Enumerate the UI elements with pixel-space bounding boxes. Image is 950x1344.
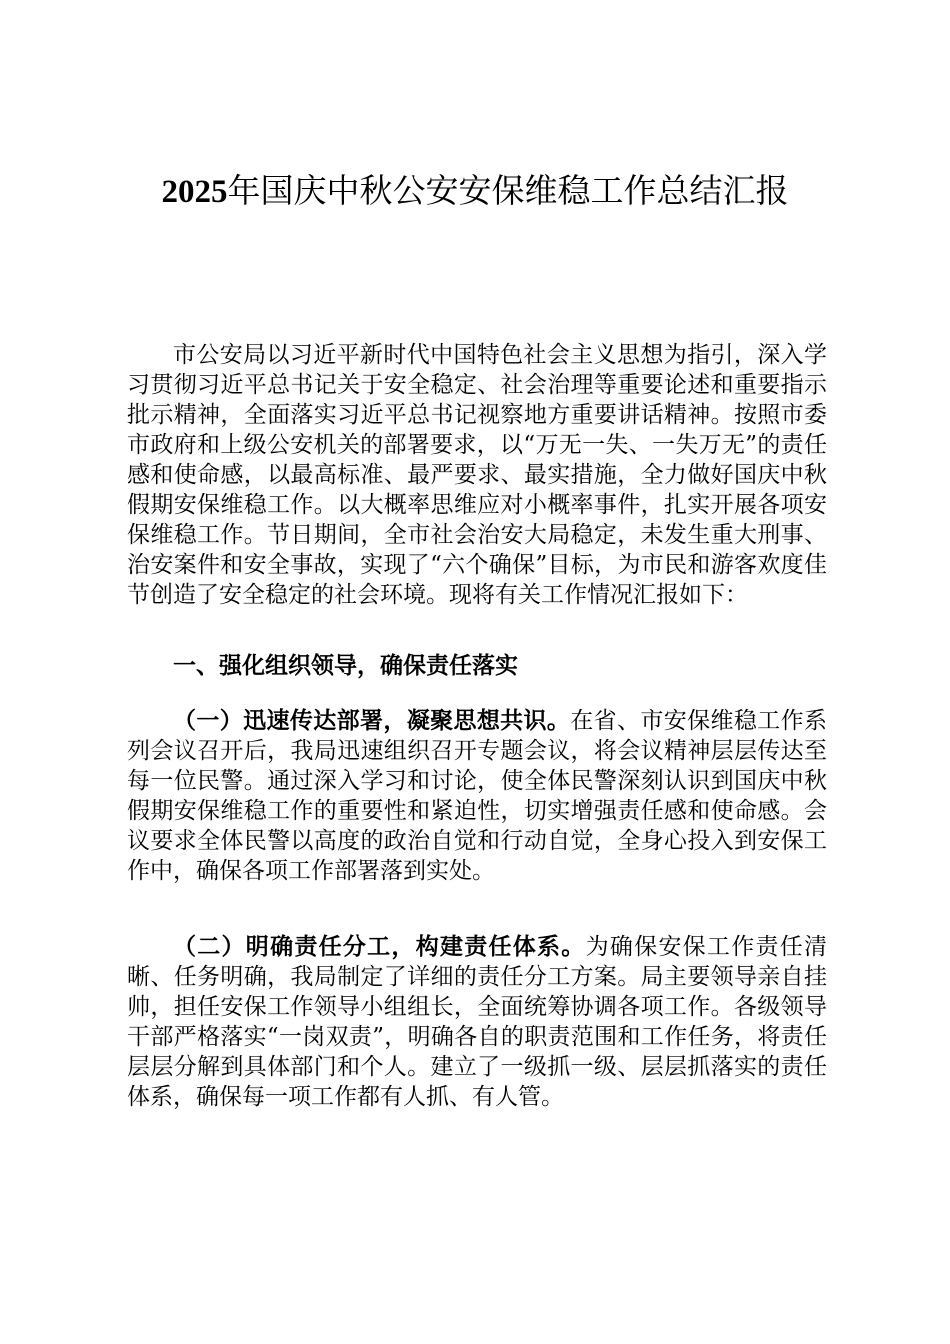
subsection-lead-1: （一）迅速传达部署，凝聚思想共识。 bbox=[173, 707, 571, 734]
subsection-lead-2: （二）明确责任分工，构建责任体系。 bbox=[173, 933, 586, 960]
subsection-text-2: 为确保安保工作责任清晰、任务明确，我局制定了详细的责任分工方案。局主要领导亲自挂帅，担任安保工作领导小组组长，全面统筹协调各项工作。各级领导干部严格落实“一岗双责”，明确各自的职责范围和工作任务，将责任层层分解到具体部门和个人。建立了一级抓一级、层层抓落实的责任体系，确保每一项工作都有人抓、有人管。 bbox=[127, 934, 828, 1110]
subsection-paragraph-2 bbox=[127, 932, 827, 1112]
subsection-paragraph-1 bbox=[127, 706, 827, 886]
title-year: 2025 bbox=[161, 174, 228, 210]
title-text: 年国庆中秋公安安保维稳工作总结汇报 bbox=[227, 171, 789, 210]
intro-paragraph: 市公安局以习近平新时代中国特色社会主义思想为指引，深入学习贯彻习近平总书记关于安全稳定、社会治理等重要论述和重要指示批示精神，全面落实习近平总书记视察地方重要讲话精神。按照市委市政府和上级公安机关的部署要求，以“万无一失、一失万无”的责任感和使命感，以最高标准、最严要求、最实措施，全力做好国庆中秋假期安保维稳工作。以大概率思维应对小概率事件，扎实开展各项安保维稳工作。节日期间，全市社会治安大局稳定，未发生重大刑事、治安案件和安全事故，实现了“六个确保”目标，为市民和游客欢度佳节创造了安全稳定的社会环境。现将有关工作情况汇报如下： bbox=[127, 342, 827, 608]
subsection-text-1: 在省、市安保维稳工作系列会议召开后，我局迅速组织召开专题会议，将会议精神层层传达至每一位民警。通过深入学习和讨论，使全体民警深刻认识到国庆中秋假期安保维稳工作的重要性和紧迫性，切实增强责任感和使命感。会议要求全体民警以高度的政治自觉和行动自觉，全身心投入到安保工作中，确保各项工作部署落到实处。 bbox=[127, 708, 828, 884]
page-title bbox=[0, 166, 950, 217]
section-heading-1: 一、强化组织领导，确保责任落实 bbox=[173, 652, 518, 679]
